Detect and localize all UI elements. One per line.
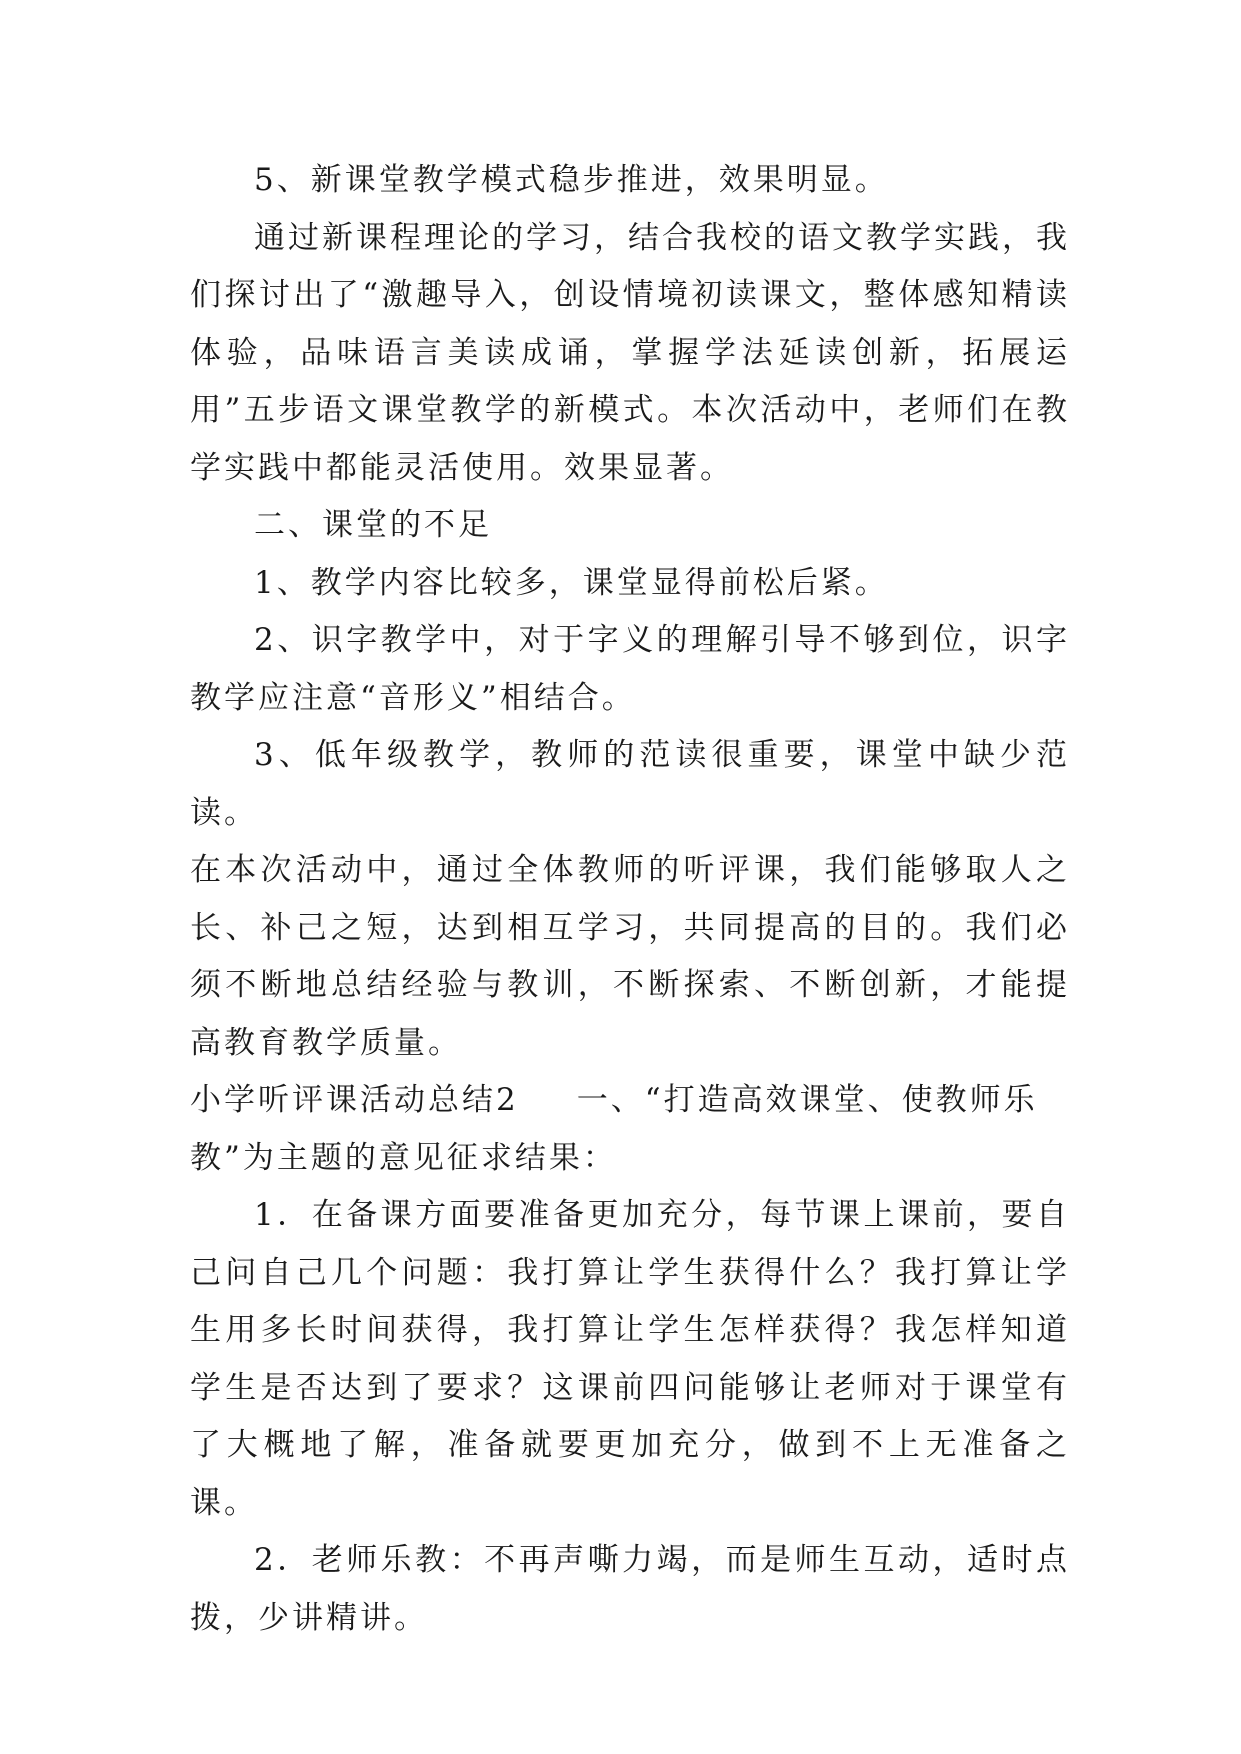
paragraph-new-curriculum: 通过新课程理论的学习，结合我校的语文教学实践，我们探讨出了“激趣导入，创设情境初读课文，整体感知精读体验，品味语言美读成诵，掌握学法延读创新，拓展运用”五步语文课堂教学的新模式。本次活动中，老师们在教学实践中都能灵活使用。效果显著。 [190,219,1070,486]
paragraph-teacher-joy: 2．老师乐教：不再声嘶力竭，而是师生互动，适时点拨，少讲精讲。 [190,1542,1070,1636]
paragraph-5-new-model: 5、新课堂教学模式稳步推进，效果明显。 [254,162,889,198]
paragraph-summary: 在本次活动中，通过全体教师的听评课，我们能够取人之长、补己之短，达到相互学习，共同提高的目的。我们必须不断地总结经验与教训，不断探索、不断创新，才能提高教育教学质量。 [190,852,1070,1061]
paragraph-shortcoming-3: 3、低年级教学，教师的范读很重要，课堂中缺少范读。 [190,737,1070,831]
paragraph-lesson-prep: 1．在备课方面要准备更加充分，每节课上课前，要自己问自己几个问题：我打算让学生获得什么？我打算让学生用多长时间获得，我打算让学生怎样获得？我怎样知道学生是否达到了要求？这课前四问能够让老师对于课堂有了大概地了解，准备就要更加充分，做到不上无准备之课。 [190,1197,1070,1521]
paragraph-shortcoming-2: 2、识字教学中，对于字义的理解引导不够到位，识字教学应注意“音形义”相结合。 [190,622,1070,716]
section-title: 小学听评课活动总结2 [190,1082,519,1118]
heading-shortcomings: 二、课堂的不足 [254,507,492,543]
section-heading [190,1072,1070,1187]
paragraph-shortcoming-1: 1、教学内容比较多，课堂显得前松后紧。 [254,564,889,601]
section-lead: 一、“打造高效课堂、使教师乐教”为主题的意见征求结果： [190,1082,1038,1176]
document-body [190,152,1070,1647]
